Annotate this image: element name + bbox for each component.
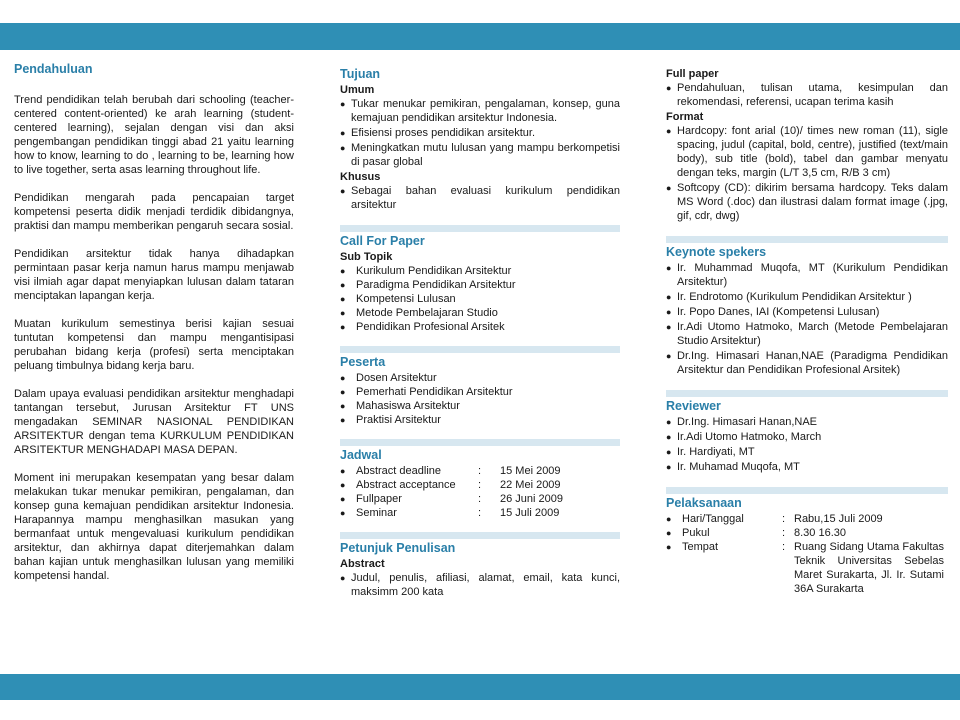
list-item: ● Meningkatkan mutu lulusan yang mampu berkompetisi di pasar global bbox=[340, 141, 620, 169]
paragraph: Trend pendidikan telah berubah dari schooling (teacher-centered content-oriented) ke arah learning (student-centered learning), sejalan dengan visi dan aksi pengembangan pendidikan tinggi abad 21 yaitu learning how to know, learning to do , learning to be, learning how to live together, serta asas learning throughout life. bbox=[14, 94, 294, 176]
keynote-title: Keynote spekers bbox=[666, 245, 767, 259]
paragraph: Moment ini merupakan kesempatan yang besar dalam melakukan tukar menukar pemikiran, pengalaman, dan konsep guna kemajuan pendidikan arsitektur Indonesia. Harapannya mampu menghasilkan masukan yang bermanfaat untuk mengevaluasi kurikulum pendidikan arsitektur, dan akhirnya dapat diterjemahkan dalam bahan kajian untuk menghasilkan lulusan yang memiliki kompetensi handal. bbox=[14, 472, 294, 582]
bottom-color-band bbox=[0, 674, 960, 700]
pelaksanaan-section bbox=[666, 487, 948, 596]
list-item: ● Ir. Hardiyati, MT bbox=[666, 445, 948, 459]
list-item: ● Softcopy (CD): dikirim bersama hardcopy. Teks dalam MS Word (.doc) dan ilustrasi dalam format image (.jpg, gif, cdr, dwg) bbox=[666, 181, 948, 223]
list-item: ● Pendahuluan, tulisan utama, kesimpulan dan rekomendasi, referensi, ucapan terima kasih bbox=[666, 81, 948, 109]
petunjuk-section bbox=[340, 532, 620, 599]
list-item: ● Dr.Ing. Himasari Hanan,NAE bbox=[666, 415, 948, 429]
list-item: ● Tukar menukar pemikiran, pengalaman, konsep, guna kemajuan pendidikan arsitektur Indonesia. bbox=[340, 97, 620, 125]
pelaksanaan-row: ● Hari/Tanggal : Rabu,15 Juli 2009 bbox=[666, 513, 883, 525]
peserta-list bbox=[340, 371, 513, 427]
jadwal-row: ● Abstract deadline : 15 Mei 2009 bbox=[340, 465, 561, 477]
list-item: ● Praktisi Arsitektur bbox=[340, 414, 441, 426]
fullpaper-list bbox=[666, 81, 948, 109]
list-item: ● Ir.Adi Utomo Hatmoko, March (Metode Pembelajaran Studio Arsitektur) bbox=[666, 320, 948, 348]
list-item: ● Ir. Muhammad Muqofa, MT (Kurikulum Pendidikan Arsitektur) bbox=[666, 261, 948, 289]
jadwal-table bbox=[340, 464, 563, 520]
keynote-list bbox=[666, 261, 948, 377]
list-item: ● Paradigma Pendidikan Arsitektur bbox=[340, 279, 516, 291]
keynote-section bbox=[666, 236, 948, 377]
cfp-list bbox=[340, 264, 516, 334]
paragraph: Muatan kurikulum semestinya berisi kajian sesuai tuntutan kompetensi dan mampu mengantisipasi perubahan bidang kerja (profesi) serta menciptakan peluang timbulnya bidang kerja baru. bbox=[14, 318, 294, 372]
list-item: ● Ir.Adi Utomo Hatmoko, March bbox=[666, 430, 948, 444]
reviewer-title: Reviewer bbox=[666, 399, 721, 413]
abstract-label: Abstract bbox=[340, 558, 385, 570]
petunjuk-title: Petunjuk Penulisan bbox=[340, 541, 456, 555]
pendahuluan-title: Pendahuluan bbox=[14, 62, 93, 76]
jadwal-row: ● Fullpaper : 26 Juni 2009 bbox=[340, 493, 563, 505]
khusus-label: Khusus bbox=[340, 171, 381, 183]
umum-label: Umum bbox=[340, 84, 375, 96]
list-item: ● Metode Pembelajaran Studio bbox=[340, 307, 498, 319]
list-item: ● Sebagai bahan evaluasi kurikulum pendidikan arsitektur bbox=[340, 184, 620, 212]
list-item: ● Kompetensi Lulusan bbox=[340, 293, 456, 305]
reviewer-list bbox=[666, 415, 948, 474]
umum-list bbox=[340, 97, 620, 169]
pelaksanaan-row: ● Pukul : 8.30 16.30 bbox=[666, 527, 846, 539]
column-pendahuluan bbox=[14, 62, 294, 583]
cfp-section bbox=[340, 225, 620, 334]
pelaksanaan-row: ● Tempat : Ruang Sidang Utama Fakultas Teknik Universitas Sebelas Maret Surakarta, Jl. Ir. Sutami 36A Surakarta bbox=[666, 541, 944, 595]
format-list bbox=[666, 124, 948, 223]
paragraph: Dalam upaya evaluasi pendidikan arsitektur menghadapi tantangan tersebut, Jurusan Arsitektur FT UNS mengadakan SEMINAR NASIONAL PENDIDIKAN ARSITEKTUR dengan tema KURKULUM PENDIDIKAN ARSITEKTUR MENGHADAPI MASA DEPAN. bbox=[14, 388, 294, 456]
reviewer-section bbox=[666, 390, 948, 474]
sub-topik-label: Sub Topik bbox=[340, 251, 393, 263]
paragraph: Pendidikan arsitektur tidak hanya dihadapkan permintaan pasar kerja namun harus mampu menjawab visi ilmiah agar dapat menyiapkan lulusan dalam tataran menciptakan lapangan kerja. bbox=[14, 248, 294, 302]
jadwal-section bbox=[340, 439, 620, 520]
jadwal-row: ● Seminar : 15 Juli 2009 bbox=[340, 507, 560, 519]
list-item: ● Judul, penulis, afiliasi, alamat, email, kata kunci, maksimm 200 kata bbox=[340, 571, 620, 599]
list-item: ● Ir. Muhamad Muqofa, MT bbox=[666, 460, 948, 474]
column-right bbox=[666, 62, 948, 596]
peserta-title: Peserta bbox=[340, 355, 386, 369]
jadwal-title: Jadwal bbox=[340, 448, 382, 462]
list-item: ● Pemerhati Pendidikan Arsitektur bbox=[340, 386, 513, 398]
fullpaper-label: Full paper bbox=[666, 68, 719, 80]
abstract-list bbox=[340, 571, 620, 599]
list-item: ● Kurikulum Pendidikan Arsitektur bbox=[340, 265, 512, 277]
pelaksanaan-title: Pelaksanaan bbox=[666, 496, 742, 510]
peserta-section bbox=[340, 346, 620, 427]
jadwal-row: ● Abstract acceptance : 22 Mei 2009 bbox=[340, 479, 561, 491]
list-item: ● Dosen Arsitektur bbox=[340, 372, 437, 384]
list-item: ● Pendidikan Profesional Arsitek bbox=[340, 321, 505, 333]
list-item: ● Dr.Ing. Himasari Hanan,NAE (Paradigma Pendidikan Arsitektur dan Pendidikan Profesional Arsitek) bbox=[666, 349, 948, 377]
cfp-title: Call For Paper bbox=[340, 234, 425, 248]
list-item: ● Ir. Endrotomo (Kurikulum Pendidikan Arsitektur ) bbox=[666, 290, 948, 304]
top-color-band bbox=[0, 23, 960, 50]
list-item: ● Hardcopy: font arial (10)/ times new roman (11), sigle spacing, judul (capital, bold, centre), justified (text/main body), sub title (bold), tabel dan gambar menyatu dengan teks, margin (L/T 3,5 cm, R/B 3 cm) bbox=[666, 124, 948, 180]
tujuan-title: Tujuan bbox=[340, 67, 381, 81]
list-item: ● Ir. Popo Danes, IAI (Kompetensi Lulusan) bbox=[666, 305, 948, 319]
list-item: ● Mahasiswa Arsitektur bbox=[340, 400, 460, 412]
pelaksanaan-table bbox=[666, 512, 944, 596]
format-label: Format bbox=[666, 111, 704, 123]
list-item: ● Efisiensi proses pendidikan arsitektur. bbox=[340, 126, 620, 140]
khusus-list bbox=[340, 184, 620, 212]
column-middle bbox=[340, 62, 620, 600]
paragraph: Pendidikan mengarah pada pencapaian target kompetensi peserta didik menjadi terdidik dibidangnya, praktisi dan mampu memberikan pengaruh secara sosial. bbox=[14, 192, 294, 232]
